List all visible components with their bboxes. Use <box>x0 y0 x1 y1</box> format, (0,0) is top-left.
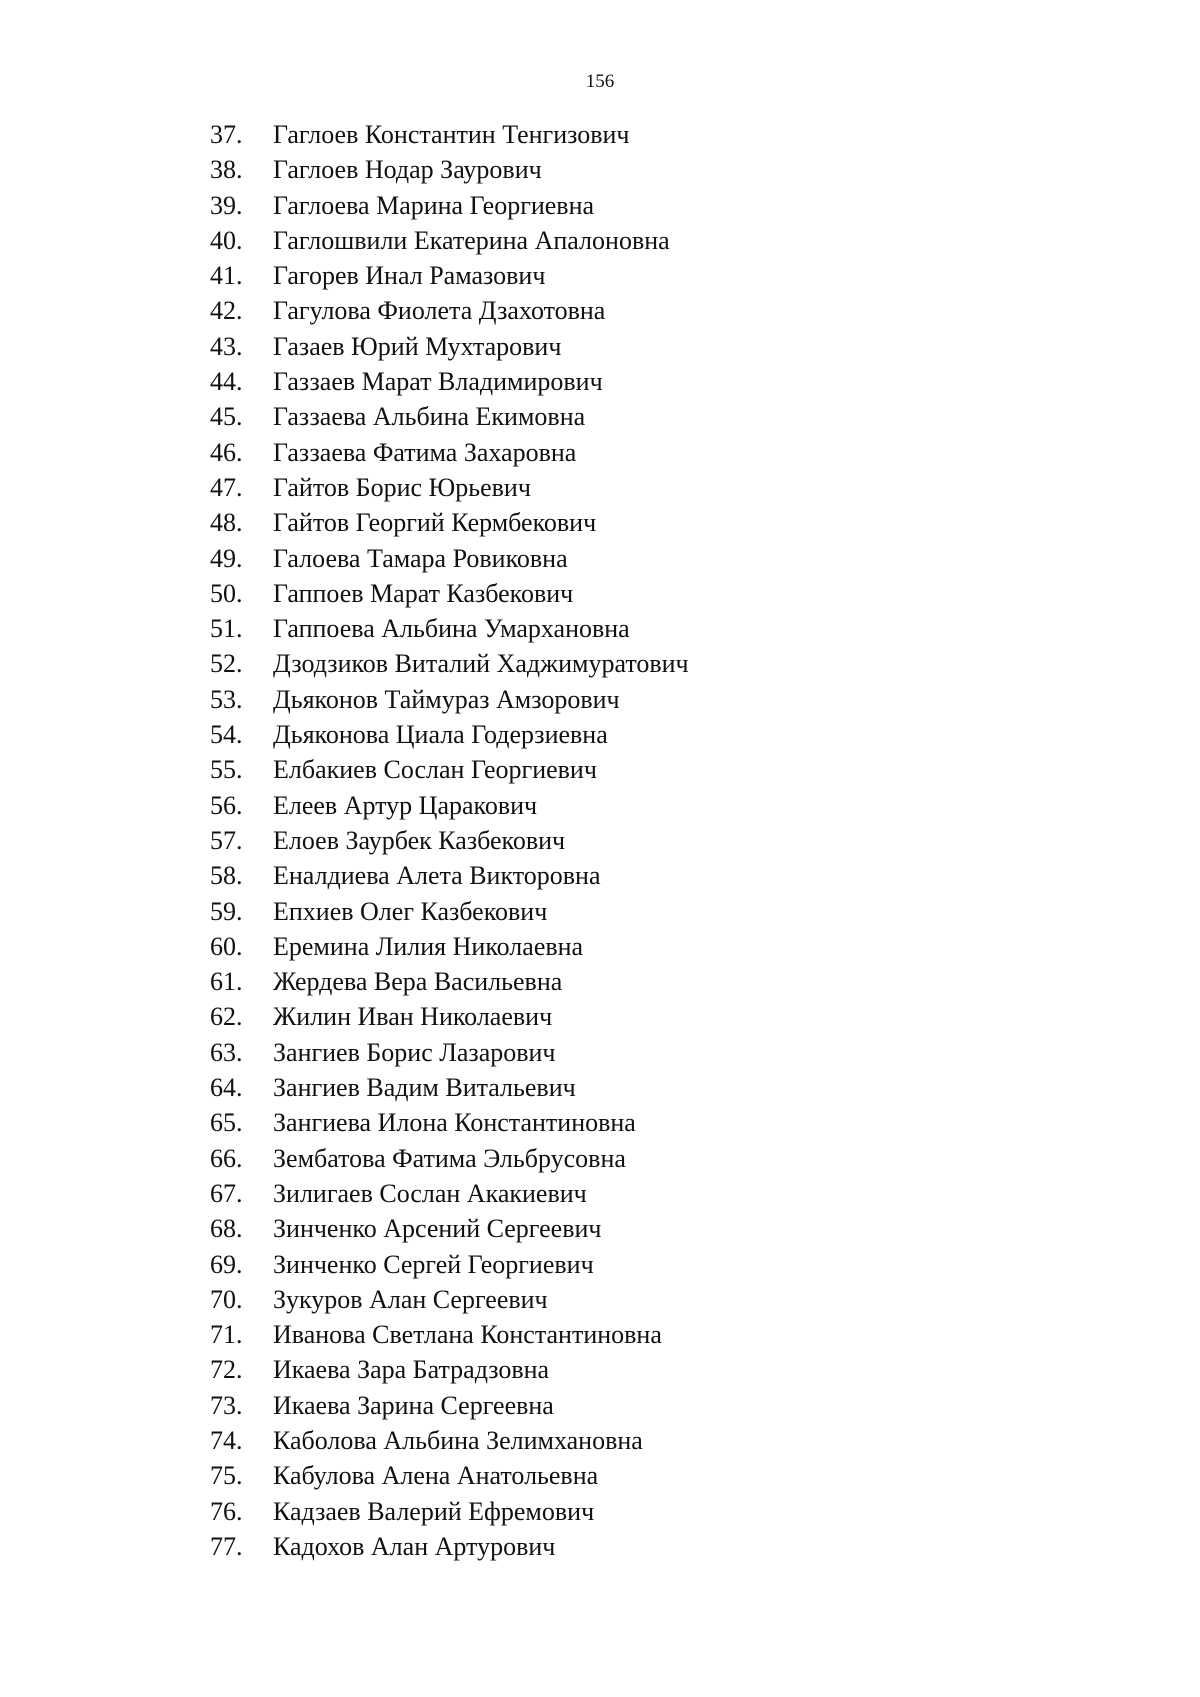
item-number: 68. <box>210 1214 243 1244</box>
item-name: Зангиева Илона Константиновна <box>273 1108 636 1138</box>
item-name: Елбакиев Сослан Георгиевич <box>273 755 597 785</box>
item-number: 55. <box>210 755 243 785</box>
list-item <box>210 1247 689 1282</box>
list-item <box>210 752 689 787</box>
item-number: 56. <box>210 790 243 820</box>
item-name: Жилин Иван Николаевич <box>273 1002 553 1032</box>
list-item <box>210 188 689 223</box>
item-number: 53. <box>210 684 243 714</box>
item-number: 51. <box>210 614 243 644</box>
list-item <box>210 1458 689 1493</box>
item-name: Гаглошвили Екатерина Апалоновна <box>273 225 670 255</box>
list-item <box>210 470 689 505</box>
name-list <box>210 117 689 1564</box>
list-item <box>210 964 689 999</box>
item-name: Зангиев Борис Лазарович <box>273 1037 556 1067</box>
item-name: Гаппоев Марат Казбекович <box>273 578 574 608</box>
item-name: Иванова Светлана Константиновна <box>273 1320 662 1350</box>
list-item <box>210 576 689 611</box>
item-number: 58. <box>210 861 243 891</box>
list-item <box>210 541 689 576</box>
item-number: 37. <box>210 120 243 149</box>
item-number: 54. <box>210 720 243 750</box>
item-number: 59. <box>210 896 243 926</box>
item-number: 75. <box>210 1461 243 1491</box>
list-item <box>210 258 689 293</box>
list-item <box>210 1388 689 1423</box>
list-item <box>210 1176 689 1211</box>
item-number: 67. <box>210 1178 243 1208</box>
item-number: 60. <box>210 931 243 961</box>
list-item <box>210 399 689 434</box>
list-item <box>210 682 689 717</box>
item-number: 65. <box>210 1108 243 1138</box>
item-name: Гайтов Георгий Кермбекович <box>273 508 597 538</box>
item-number: 39. <box>210 190 243 220</box>
item-name: Гайтов Борис Юрьевич <box>273 472 531 502</box>
list-item <box>210 505 689 540</box>
item-name: Елеев Артур Царакович <box>273 790 538 820</box>
item-name: Епхиев Олег Казбекович <box>273 896 548 926</box>
item-name: Каболова Альбина Зелимхановна <box>273 1425 643 1455</box>
page-number: 156 <box>585 71 615 92</box>
item-number: 72. <box>210 1355 243 1385</box>
item-number: 69. <box>210 1249 243 1279</box>
item-name: Газаев Юрий Мухтарович <box>273 331 562 361</box>
item-name: Гагулова Фиолета Дзахотовна <box>273 296 606 326</box>
item-name: Икаева Зарина Сергеевна <box>273 1390 554 1420</box>
list-item <box>210 894 689 929</box>
item-name: Икаева Зара Батрадзовна <box>273 1355 550 1385</box>
list-item <box>210 1035 689 1070</box>
item-number: 40. <box>210 225 243 255</box>
list-item <box>210 117 689 152</box>
item-number: 74. <box>210 1425 243 1455</box>
item-name: Зукуров Алан Сергеевич <box>273 1284 548 1314</box>
item-number: 71. <box>210 1320 243 1350</box>
item-name: Зинченко Сергей Георгиевич <box>273 1249 594 1279</box>
item-name: Гаппоева Альбина Умархановна <box>273 614 630 644</box>
list-item <box>210 152 689 187</box>
list-item <box>210 858 689 893</box>
item-name: Дьяконова Циала Годерзиевна <box>273 720 608 750</box>
item-name: Зилигаев Сослан Акакиевич <box>273 1178 587 1208</box>
item-name: Газзаева Фатима Захаровна <box>273 437 577 467</box>
item-number: 42. <box>210 296 243 326</box>
item-number: 57. <box>210 825 243 855</box>
item-name: Кадзаев Валерий Ефремович <box>273 1496 595 1526</box>
item-name: Галоева Тамара Ровиковна <box>273 543 568 573</box>
list-item <box>210 364 689 399</box>
list-item <box>210 929 689 964</box>
item-name: Еремина Лилия Николаевна <box>273 931 584 961</box>
item-name: Кадохов Алан Артурович <box>273 1531 556 1561</box>
item-name: Гагорев Инал Рамазович <box>273 261 546 291</box>
item-number: 43. <box>210 331 243 361</box>
item-number: 77. <box>210 1531 243 1561</box>
item-number: 70. <box>210 1284 243 1314</box>
list-item <box>210 788 689 823</box>
item-number: 64. <box>210 1073 243 1103</box>
list-item <box>210 1494 689 1529</box>
item-name: Зинченко Арсений Сергеевич <box>273 1214 602 1244</box>
item-number: 44. <box>210 367 243 397</box>
list-item <box>210 435 689 470</box>
list-item <box>210 1105 689 1140</box>
item-number: 46. <box>210 437 243 467</box>
item-number: 66. <box>210 1143 243 1173</box>
item-name: Дьяконов Таймураз Амзорович <box>273 684 620 714</box>
item-name: Елоев Заурбек Казбекович <box>273 825 566 855</box>
item-name: Зангиев Вадим Витальевич <box>273 1073 576 1103</box>
item-name: Еналдиева Алета Викторовна <box>273 861 601 891</box>
list-item <box>210 823 689 858</box>
item-name: Дзодзиков Виталий Хаджимуратович <box>273 649 689 679</box>
item-number: 61. <box>210 967 243 997</box>
item-name: Газзаева Альбина Екимовна <box>273 402 586 432</box>
item-name: Газзаев Марат Владимирович <box>273 367 603 397</box>
item-number: 48. <box>210 508 243 538</box>
item-number: 41. <box>210 261 243 291</box>
item-name: Жердева Вера Васильевна <box>273 967 563 997</box>
list-item <box>210 1211 689 1246</box>
list-item <box>210 1070 689 1105</box>
list-item <box>210 1423 689 1458</box>
item-number: 50. <box>210 578 243 608</box>
item-name: Гаглоева Марина Георгиевна <box>273 190 595 220</box>
item-number: 63. <box>210 1037 243 1067</box>
item-number: 52. <box>210 649 243 679</box>
list-item <box>210 1282 689 1317</box>
item-number: 76. <box>210 1496 243 1526</box>
list-item <box>210 293 689 328</box>
item-number: 47. <box>210 472 243 502</box>
item-number: 49. <box>210 543 243 573</box>
item-name: Гаглоев Нодар Заурович <box>273 155 542 185</box>
item-number: 73. <box>210 1390 243 1420</box>
item-name: Кабулова Алена Анатольевна <box>273 1461 599 1491</box>
list-item <box>210 611 689 646</box>
item-name: Зембатова Фатима Эльбрусовна <box>273 1143 626 1173</box>
item-name: Гаглоев Константин Тенгизович <box>273 120 630 149</box>
item-number: 62. <box>210 1002 243 1032</box>
list-item <box>210 1141 689 1176</box>
list-item <box>210 646 689 681</box>
list-item <box>210 999 689 1034</box>
list-item <box>210 1317 689 1352</box>
list-item <box>210 717 689 752</box>
list-item <box>210 329 689 364</box>
list-item <box>210 1352 689 1387</box>
list-item <box>210 1529 689 1564</box>
item-number: 38. <box>210 155 243 185</box>
list-item <box>210 223 689 258</box>
item-number: 45. <box>210 402 243 432</box>
